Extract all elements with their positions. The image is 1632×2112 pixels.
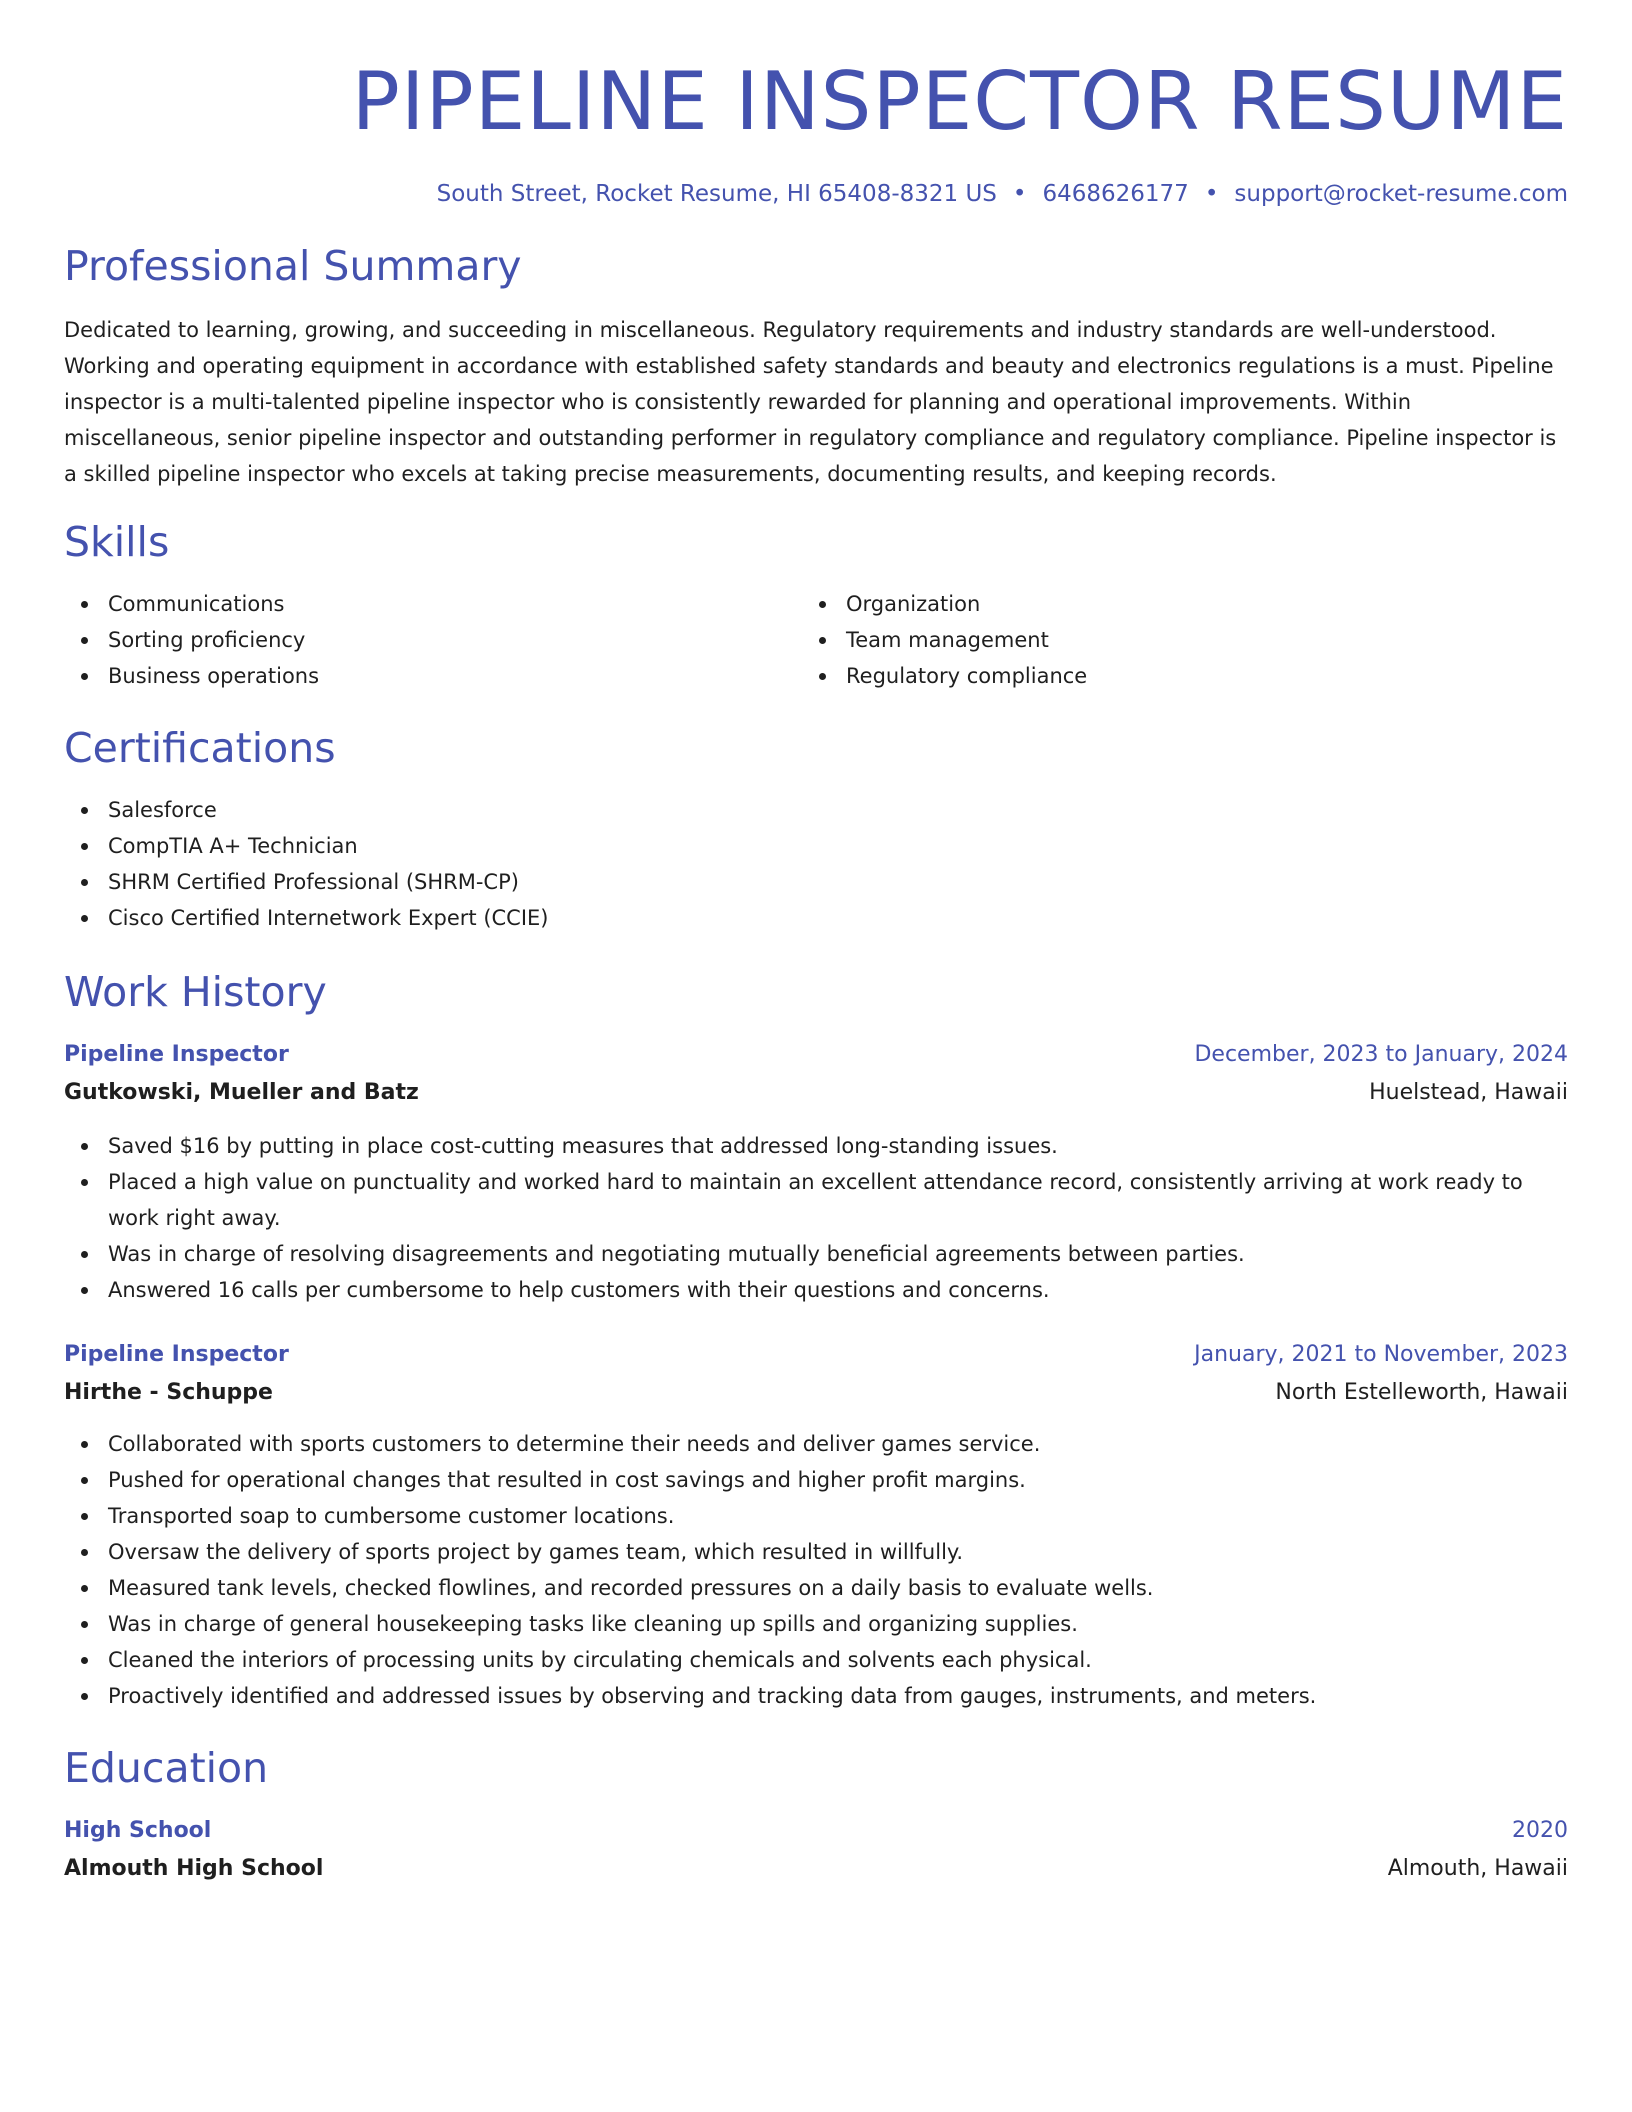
job-header xyxy=(64,1336,1568,1374)
job-duty-item: Answered 16 calls per cumbersome to help customers with their questions and concerns. xyxy=(64,1272,1568,1308)
education-location: Almouth, Hawaii xyxy=(1387,1856,1568,1881)
job-header xyxy=(64,1036,1568,1074)
job-duties xyxy=(64,1426,1568,1714)
certification-item: CompTIA A+ Technician xyxy=(64,828,1568,864)
job-entry xyxy=(64,1336,1568,1714)
job-duty-item: Was in charge of resolving disagreements and negotiating mutually beneficial agreements between parties. xyxy=(64,1236,1568,1272)
skills-heading: Skills xyxy=(64,518,170,566)
skills-column-left xyxy=(64,586,802,694)
contact-email[interactable]: support@rocket-resume.com xyxy=(1234,181,1568,207)
contact-line xyxy=(64,176,1568,212)
job-subheader xyxy=(64,1374,1568,1412)
skill-item: Communications xyxy=(64,586,802,622)
education-year: 2020 xyxy=(1512,1818,1568,1843)
skill-item: Organization xyxy=(802,586,1540,622)
job-duty-item: Placed a high value on punctuality and worked hard to maintain an excellent attendance record, consistently arriving at work ready to work right away. xyxy=(64,1164,1568,1236)
job-duty-item: Saved $16 by putting in place cost-cutting measures that addressed long-standing issues. xyxy=(64,1128,1568,1164)
summary-heading: Professional Summary xyxy=(64,242,522,290)
job-duty-item: Collaborated with sports customers to determine their needs and deliver games service. xyxy=(64,1426,1568,1462)
certification-item: Cisco Certified Internetwork Expert (CCIE) xyxy=(64,900,1568,936)
job-duty-item: Was in charge of general housekeeping tasks like cleaning up spills and organizing supplies. xyxy=(64,1606,1568,1642)
skill-item: Sorting proficiency xyxy=(64,622,802,658)
contact-separator: • xyxy=(1204,181,1219,207)
certifications-heading: Certifications xyxy=(64,724,336,772)
job-duty-item: Transported soap to cumbersome customer locations. xyxy=(64,1498,1568,1534)
job-duty-item: Proactively identified and addressed issues by observing and tracking data from gauges, instruments, and meters. xyxy=(64,1678,1568,1714)
job-company: Gutkowski, Mueller and Batz xyxy=(64,1080,419,1105)
education-header xyxy=(64,1812,1568,1850)
job-duty-item: Pushed for operational changes that resulted in cost savings and higher profit margins. xyxy=(64,1462,1568,1498)
job-duty-item: Measured tank levels, checked flowlines, and recorded pressures on a daily basis to evaluate wells. xyxy=(64,1570,1568,1606)
certification-item: Salesforce xyxy=(64,792,1568,828)
skill-item: Regulatory compliance xyxy=(802,658,1540,694)
resume-title: PIPELINE INSPECTOR RESUME xyxy=(351,55,1568,148)
job-duty-item: Oversaw the delivery of sports project by games team, which resulted in willfully. xyxy=(64,1534,1568,1570)
job-title: Pipeline Inspector xyxy=(64,1342,289,1367)
certifications-list xyxy=(64,792,1568,936)
work-history-heading: Work History xyxy=(64,968,327,1016)
job-dates: January, 2021 to November, 2023 xyxy=(1194,1342,1568,1367)
education-degree: High School xyxy=(64,1818,212,1843)
certification-item: SHRM Certified Professional (SHRM-CP) xyxy=(64,864,1568,900)
job-dates: December, 2023 to January, 2024 xyxy=(1194,1042,1568,1067)
contact-address: South Street, Rocket Resume, HI 65408-8321 US xyxy=(436,181,997,207)
education-subheader xyxy=(64,1850,1568,1888)
skill-item: Business operations xyxy=(64,658,802,694)
job-title: Pipeline Inspector xyxy=(64,1042,289,1067)
skills-column-right xyxy=(802,586,1540,694)
summary-text: Dedicated to learning, growing, and succeeding in miscellaneous. Regulatory requirements and industry standards are well-understood. Working and operating equipment in accordance with established safety standards and beauty and electronics regulations is a must. Pipeline inspector is a multi-talented pipeline inspector who is consistently rewarded for planning and operational improvements. Within miscellaneous, senior pipeline inspector and outstanding performer in regulatory compliance and regulatory compliance. Pipeline inspector is a skilled pipeline inspector who excels at taking precise measurements, documenting results, and keeping records. xyxy=(64,318,1557,486)
job-duties xyxy=(64,1128,1568,1308)
job-location: North Estelleworth, Hawaii xyxy=(1275,1380,1568,1405)
job-location: Huelstead, Hawaii xyxy=(1369,1080,1568,1105)
education-heading: Education xyxy=(64,1744,269,1792)
contact-phone: 6468626177 xyxy=(1042,181,1189,207)
skill-item: Team management xyxy=(802,622,1540,658)
skills-list xyxy=(64,586,1568,694)
job-subheader xyxy=(64,1074,1568,1112)
education-entry xyxy=(64,1812,1568,1888)
job-company: Hirthe - Schuppe xyxy=(64,1380,273,1405)
job-duty-item: Cleaned the interiors of processing units by circulating chemicals and solvents each physical. xyxy=(64,1642,1568,1678)
education-school: Almouth High School xyxy=(64,1856,324,1881)
job-entry xyxy=(64,1036,1568,1308)
contact-separator: • xyxy=(1012,181,1027,207)
